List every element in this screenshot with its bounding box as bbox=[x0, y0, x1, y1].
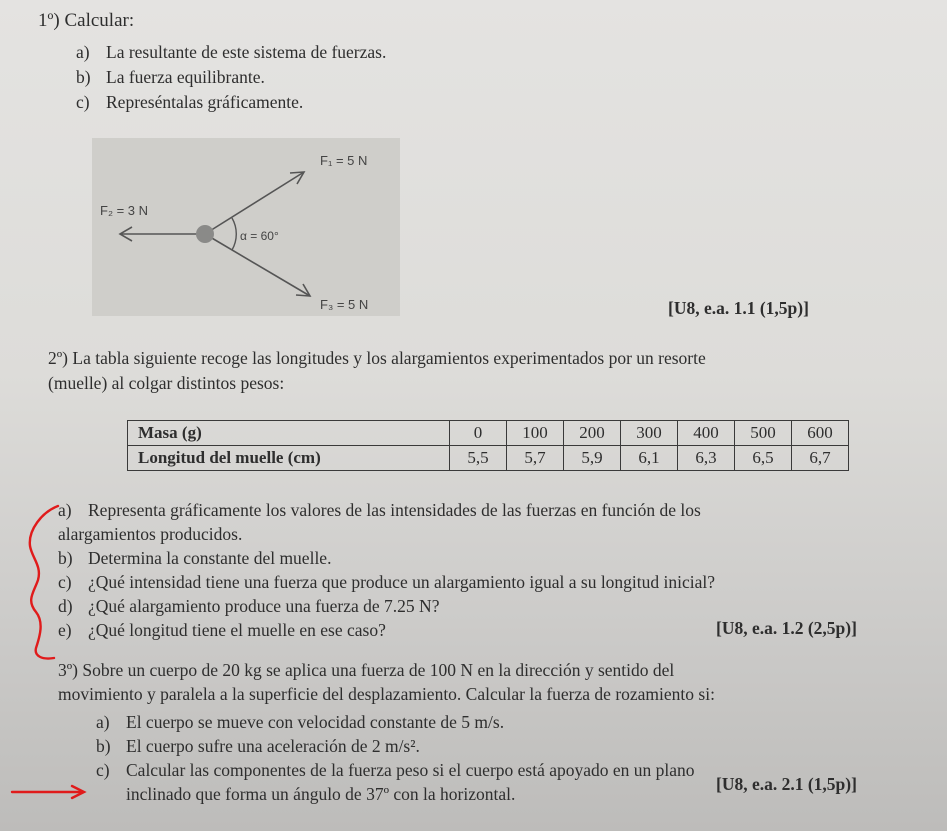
item-label: d) bbox=[58, 596, 73, 616]
q2-item-a-cont: alargamientos producidos. bbox=[58, 524, 243, 544]
q2-item-d bbox=[58, 596, 439, 617]
table-cell: 6,1 bbox=[621, 446, 678, 471]
item-label: c) bbox=[58, 572, 72, 592]
q3-item-c bbox=[96, 760, 695, 781]
f3-label: F₃ = 5 N bbox=[320, 297, 369, 312]
red-bracket-annotation bbox=[20, 500, 70, 665]
item-text: ¿Qué intensidad tiene una fuerza que produce un alargamiento igual a su longitud inicial? bbox=[88, 572, 716, 592]
item-text: La resultante de este sistema de fuerzas. bbox=[106, 42, 387, 62]
item-text: Determina la constante del muelle. bbox=[88, 548, 332, 568]
table-header-mass: Masa (g) bbox=[128, 421, 450, 446]
item-text: ¿Qué alargamiento produce una fuerza de 7.25 N? bbox=[88, 596, 440, 616]
f2-label: F₂ = 3 N bbox=[100, 203, 149, 218]
f1-vector bbox=[205, 172, 304, 234]
q2-intro-line1: 2º) La tabla siguiente recoge las longitudes y los alargamientos experimentados por un resorte bbox=[48, 348, 706, 368]
q2-item-c bbox=[58, 572, 715, 593]
table-cell: 0 bbox=[450, 421, 507, 446]
table-cell: 6,7 bbox=[792, 446, 849, 471]
item-label: c) bbox=[96, 760, 110, 780]
q1-reference: [U8, e.a. 1.1 (1,5p)] bbox=[668, 298, 809, 318]
item-label: a) bbox=[96, 712, 110, 732]
item-label: a) bbox=[58, 500, 72, 520]
item-label: e) bbox=[58, 620, 72, 640]
table-row bbox=[128, 421, 849, 446]
item-label: b) bbox=[58, 548, 73, 568]
item-label: b) bbox=[76, 67, 91, 87]
item-label: c) bbox=[76, 92, 90, 112]
table-cell: 200 bbox=[564, 421, 621, 446]
table-header-length: Longitud del muelle (cm) bbox=[128, 446, 450, 471]
force-diagram-svg bbox=[92, 138, 400, 316]
q3-intro-line2: movimiento y paralela a la superficie del desplazamiento. Calcular la fuerza de rozamiento si: bbox=[58, 684, 715, 704]
angle-label: α = 60° bbox=[240, 229, 279, 243]
table-cell: 600 bbox=[792, 421, 849, 446]
item-text: ¿Qué longitud tiene el muelle en ese caso? bbox=[88, 620, 386, 640]
q3-item-b bbox=[96, 736, 420, 757]
item-text: El cuerpo se mueve con velocidad constante de 5 m/s. bbox=[126, 712, 505, 732]
item-text: La fuerza equilibrante. bbox=[106, 67, 265, 87]
table-cell: 400 bbox=[678, 421, 735, 446]
table-row bbox=[128, 446, 849, 471]
force-diagram bbox=[92, 138, 400, 316]
q1-item-c bbox=[76, 92, 303, 113]
q2-item-a bbox=[58, 500, 701, 521]
item-text: El cuerpo sufre una aceleración de 2 m/s². bbox=[126, 736, 420, 756]
angle-arc bbox=[232, 218, 236, 250]
q3-reference: [U8, e.a. 2.1 (1,5p)] bbox=[716, 774, 857, 794]
q2-item-e bbox=[58, 620, 386, 641]
item-text: Represéntalas gráficamente. bbox=[106, 92, 304, 112]
item-text: Representa gráficamente los valores de las intensidades de las fuerzas en función de los bbox=[88, 500, 701, 520]
body-point bbox=[196, 225, 214, 243]
table-cell: 5,9 bbox=[564, 446, 621, 471]
q2-item-b bbox=[58, 548, 331, 569]
red-arrow-annotation bbox=[10, 782, 90, 802]
q1-item-b bbox=[76, 67, 265, 88]
table-cell: 500 bbox=[735, 421, 792, 446]
q3-item-a bbox=[96, 712, 504, 733]
table-cell: 6,3 bbox=[678, 446, 735, 471]
table-cell: 5,5 bbox=[450, 446, 507, 471]
f3-vector bbox=[205, 234, 310, 296]
q2-reference: [U8, e.a. 1.2 (2,5p)] bbox=[716, 618, 857, 638]
item-text: Calcular las componentes de la fuerza peso si el cuerpo está apoyado en un plano bbox=[126, 760, 695, 780]
q3-intro-line1: 3º) Sobre un cuerpo de 20 kg se aplica una fuerza de 100 N en la dirección y sentido del bbox=[58, 660, 675, 680]
item-label: b) bbox=[96, 736, 111, 756]
q1-item-a bbox=[76, 42, 386, 63]
q3-item-c-cont: inclinado que forma un ángulo de 37º con la horizontal. bbox=[126, 784, 516, 804]
table-cell: 300 bbox=[621, 421, 678, 446]
q2-intro-line2: (muelle) al colgar distintos pesos: bbox=[48, 373, 285, 393]
spring-data-table bbox=[127, 420, 849, 471]
table-cell: 100 bbox=[507, 421, 564, 446]
table-cell: 5,7 bbox=[507, 446, 564, 471]
f1-label: F₁ = 5 N bbox=[320, 153, 368, 168]
q1-title: 1º) Calcular: bbox=[38, 10, 135, 31]
table-cell: 6,5 bbox=[735, 446, 792, 471]
item-label: a) bbox=[76, 42, 90, 62]
